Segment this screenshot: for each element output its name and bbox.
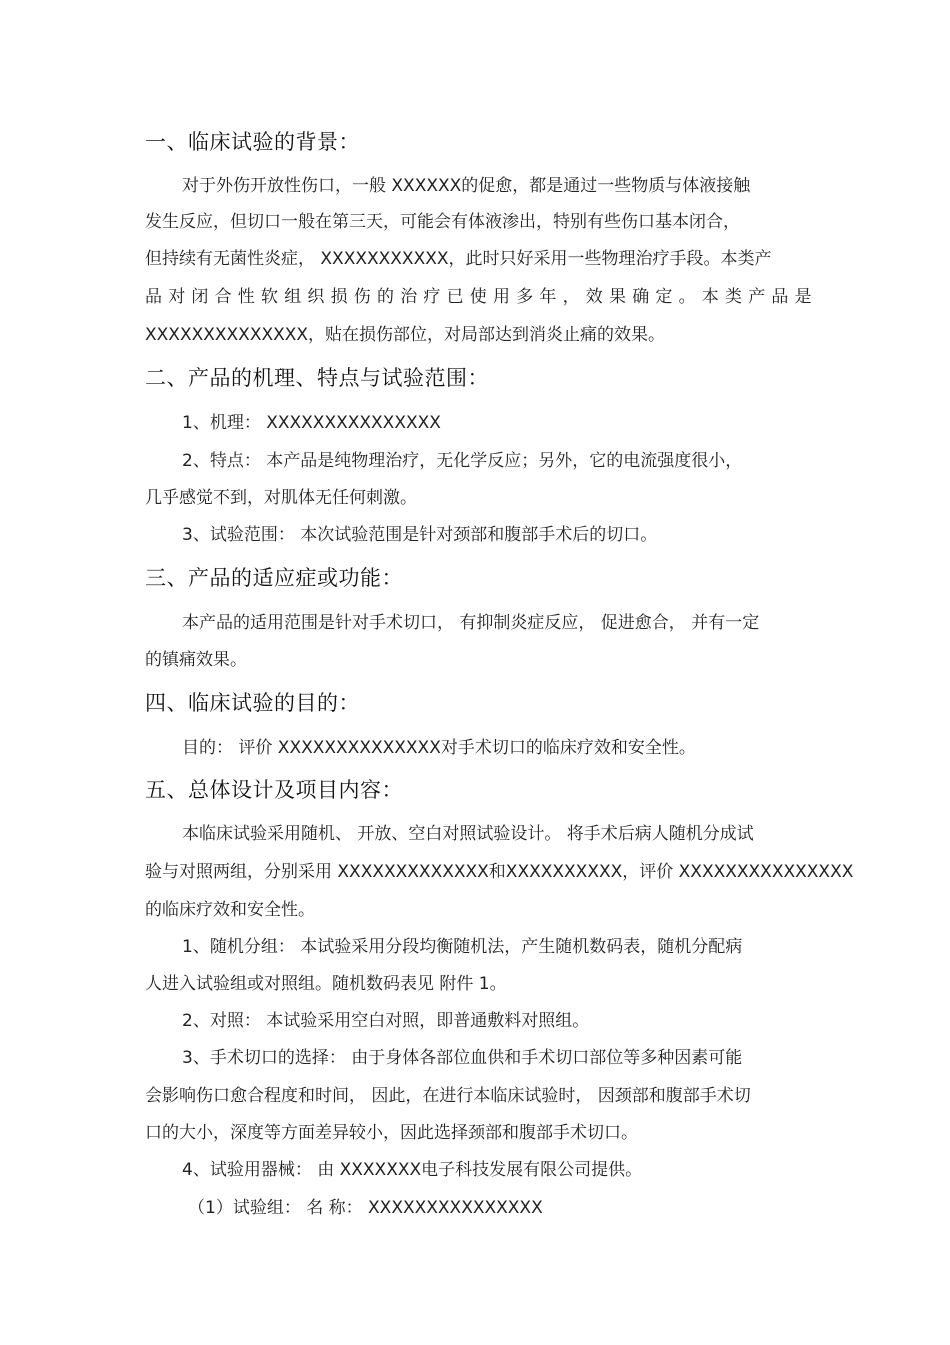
- paragraph-line: XXXXXXXXXXXXXX，贴在损伤部位，对局部达到消炎止痛的效果。: [145, 325, 666, 345]
- paragraph-line: 目的： 评价 XXXXXXXXXXXXXX对手术切口的临床疗效和安全性。: [182, 738, 696, 758]
- paragraph-line: 1、机理： XXXXXXXXXXXXXXX: [182, 413, 441, 433]
- paragraph-line: 口的大小，深度等方面差异较小，因此选择颈部和腹部手术切口。: [145, 1123, 638, 1143]
- paragraph-line: 4、试验用器械： 由 XXXXXXX电子科技发展有限公司提供。: [182, 1160, 643, 1180]
- paragraph-line: 验与对照两组，分别采用 XXXXXXXXXXXXX和XXXXXXXXXX，评价 XXXXXXXXXXXXXXX: [145, 862, 854, 882]
- section-heading-mechanism: 二、产品的机理、特点与试验范围：: [145, 366, 489, 390]
- paragraph-line: 本产品的适用范围是针对手术切口， 有抑制炎症反应， 促进愈合， 并有一定: [182, 613, 760, 633]
- paragraph-line: 人进入试验组或对照组。随机数码表见 附件 1。: [145, 974, 507, 994]
- paragraph-line: 本临床试验采用随机、 开放、空白对照试验设计。 将手术后病人随机分成试: [182, 824, 754, 844]
- paragraph-line: 发生反应，但切口一般在第三天，可能会有体液渗出，特别有些伤口基本闭合，: [145, 212, 740, 232]
- paragraph-line: 但持续有无菌性炎症， XXXXXXXXXXX，此时只好采用一些物理治疗手段。本类产: [145, 249, 772, 269]
- paragraph-line: 3、手术切口的选择： 由于身体各部位血供和手术切口部位等多种因素可能: [182, 1048, 743, 1068]
- paragraph-line: 3、试验范围： 本次试验范围是针对颈部和腹部手术后的切口。: [182, 525, 658, 545]
- paragraph-line: 品对闭合性软组织损伤的治疗已使用多年，效果确定。本类产品是: [145, 287, 818, 307]
- paragraph-line: 的镇痛效果。: [145, 650, 247, 670]
- paragraph-line: 几乎感觉不到，对肌体无任何刺激。: [145, 488, 417, 508]
- section-heading-purpose: 四、临床试验的目的：: [145, 691, 360, 715]
- paragraph-line: 2、对照： 本试验采用空白对照，即普通敷料对照组。: [182, 1011, 590, 1031]
- paragraph-line: 2、特点： 本产品是纯物理治疗，无化学反应；另外，它的电流强度很小，: [182, 451, 743, 471]
- paragraph-line: 会影响伤口愈合程度和时间， 因此，在进行本临床试验时， 因颈部和腹部手术切: [145, 1086, 751, 1106]
- section-heading-indications: 三、产品的适应症或功能：: [145, 566, 403, 590]
- paragraph-line: 对于外伤开放性伤口，一般 XXXXXX的促愈，都是通过一些物质与体液接触: [182, 176, 751, 196]
- paragraph-line: 1、随机分组： 本试验采用分段均衡随机法，产生随机数码表，随机分配病: [182, 937, 743, 957]
- section-heading-background: 一、临床试验的背景：: [145, 130, 360, 154]
- paragraph-line: 的临床疗效和安全性。: [145, 900, 315, 920]
- paragraph-line: （1）试验组： 名 称： XXXXXXXXXXXXXXX: [188, 1198, 543, 1218]
- section-heading-design: 五、总体设计及项目内容：: [145, 778, 403, 802]
